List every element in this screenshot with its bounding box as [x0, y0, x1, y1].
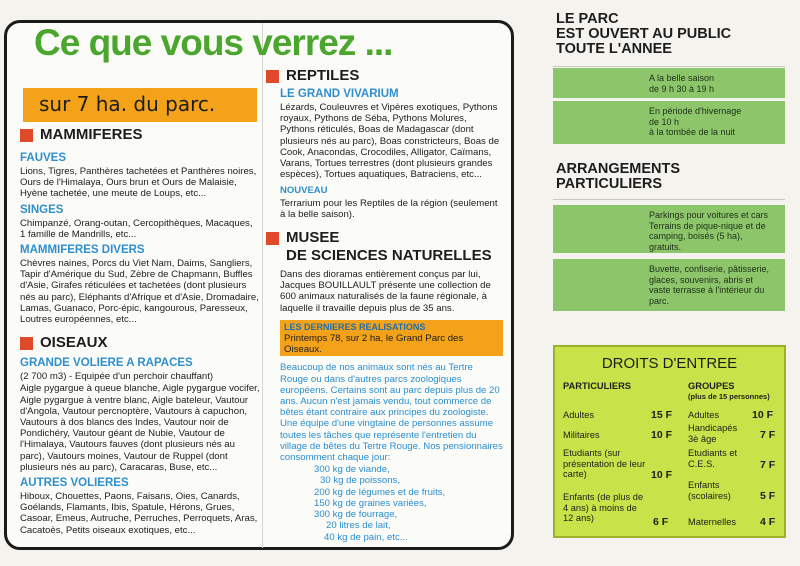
text-autres-volieres: Hiboux, Chouettes, Paons, Faisans, Oies, Canards, Goélands, Flamants, Ibis, Spatule, Hérons, Grues, Casoar, Emeus, Autruche, Perruches, Perroquets, Aras, Cacatoès, Petits oiseaux exotiques, etc... — [20, 491, 258, 536]
parc-title-line: EST OUVERT AU PUBLIC — [556, 26, 732, 42]
divider — [553, 199, 785, 200]
parc-title-line: TOUTE L'ANNEE — [556, 41, 672, 57]
section-musee — [266, 229, 503, 265]
page-title: Ce que vous verrez ... — [34, 22, 393, 63]
tarif-price: 4 F — [760, 516, 776, 528]
tarif-price: 10 F — [651, 469, 673, 481]
dernieres-realisations-text: Printemps 78, sur 2 ha, le Grand Parc des Oiseaux. — [284, 333, 464, 356]
particuliers-row — [563, 410, 633, 421]
groupes-header: GROUPES — [688, 381, 735, 391]
parkings-box: Parkings pour voitures et cars Terrains de pique-nique et de camping, boisés (5 ha), gratuits. — [553, 205, 785, 253]
particuliers-header: PARTICULIERS — [563, 381, 632, 391]
subtitle-singes: SINGES — [20, 203, 64, 216]
horaire-line: à la tombée de la nuit — [649, 127, 736, 137]
groupes-row — [688, 410, 748, 421]
dernieres-realisations-box — [280, 320, 503, 357]
horaire-line: En période d'hivernage — [649, 106, 742, 116]
subtitle-nouveau: NOUVEAU — [280, 185, 328, 197]
musee-title-line1: MUSEE — [286, 229, 340, 247]
groupes-table — [688, 381, 788, 402]
text-mammiferes-divers: Chèvres naines, Porcs du Viet Nam, Daims, Sangliers, Tapir d'Amérique du Sud, Zèbre de Chapmann, Buffles d'Asie, Girafes réticulées et tachetées (dont plusieurs nés au parc), Eléphants d'Afrique et d'Asie, Dromadaire, Lamas, Guanaco, Porc-épic, kangourous, Paresseux, Loutres européennes, etc... — [20, 258, 259, 326]
text-voliere-rapaces: Aigle pygargue à queue blanche, Aigle pygargue vocifer, Aigle pygargue à ventre blanc, Aigle bateleur, Vautour d'Angola, Vautour percnoptère, Vautours à capuchon, Vautours à dos blancs des Indes, Vautour noir de Pondichéry, Vautour géant de Nubie, Vautour de l'Himalaya, Vautours fauves (dont plusieurs nés au parc), Vautours moines, Vautour de Ruppel (dont plusieurs nés au parc), Caracaras, Buse, etc... — [20, 383, 260, 473]
particuliers-row — [563, 448, 649, 480]
groupes-row — [688, 448, 750, 469]
tarif-price: 7 F — [760, 459, 776, 471]
area-banner — [23, 88, 257, 122]
horaires-hivernage-box — [553, 101, 785, 144]
tarif-price: 10 F — [651, 429, 673, 441]
section-title: REPTILES — [286, 67, 360, 84]
arrangements-title-line: PARTICULIERS — [556, 176, 663, 192]
tarif-label: Adultes — [688, 410, 720, 420]
food-item: 150 kg de graines variées, — [314, 497, 427, 509]
subtitle-grand-vivarium: LE GRAND VIVARIUM — [280, 88, 399, 100]
tarif-price: 15 F — [651, 409, 673, 421]
area-banner-text: sur 7 ha. du parc. — [39, 92, 216, 116]
tarif-label: Etudiants (sur présentation de leur carte) — [563, 448, 646, 479]
groupes-row — [688, 517, 750, 528]
left-column — [20, 126, 260, 536]
bullet-square-icon — [20, 337, 33, 350]
text-fauves: Lions, Tigres, Panthères tachetées et Panthères noires, Ours de l'Himalaya, Ours brun et Ours de Malaisie, Hyène tachetée, une meute de Loups, etc... — [20, 166, 257, 200]
droits-entree-title: DROITS D'ENTREE — [601, 355, 738, 372]
section-oiseaux — [20, 334, 260, 352]
divider — [553, 66, 785, 67]
parc-ouvert-title — [556, 12, 731, 57]
section-title: MAMMIFERES — [40, 126, 143, 143]
tarif-label: Maternelles — [688, 517, 737, 527]
subtitle-voliere-rapaces: GRANDE VOLIERE A RAPACES — [20, 357, 193, 370]
tarif-price: 10 F — [752, 409, 774, 421]
dernieres-realisations-title: LES DERNIERES REALISATIONS — [284, 321, 426, 332]
text-pensionnaires: Beaucoup de nos animaux sont nés au Tertre Rouge ou dans d'autres parcs zoologiques européens. Certains sont au parc depuis plus de 20 ans. Aucun n'est jamais vendu, tout commerce de bêtes étant contraire aux principes du zoologiste. Une équipe d'une vingtaine de personnes assume toutes les tâches que représente l'entretien du village de bêtes du Tertre Rouge. Nos pensionnaires consomment chaque jour: — [280, 362, 503, 464]
subtitle-autres-volieres: AUTRES VOLIERES — [20, 477, 129, 490]
particuliers-row — [563, 492, 649, 524]
section-mammiferes — [20, 126, 260, 144]
food-item: 40 kg de pain, etc... — [324, 531, 408, 543]
section-title: OISEAUX — [40, 334, 108, 352]
parc-title-line: LE PARC — [556, 11, 619, 27]
fold-line — [262, 23, 263, 548]
particuliers-table — [563, 381, 673, 392]
horaire-line: de 9 h 30 à 19 h — [649, 83, 715, 94]
section-reptiles — [266, 67, 503, 85]
text-grand-vivarium: Lézards, Couleuvres et Vipères exotiques, Pythons royaux, Pythons de Séba, Pythons Molures, Pythons réticulés, Boas de Madagascar (dont plusieurs nés au parc), Boas constricteurs, Boas de Cook, Anacondas, Crocodiles, Alligator, Caïmans, Varans, Tortues terrestres (dont plusieurs grandes espèces), Tortues aquatiques, Batraciens, etc... — [280, 102, 500, 181]
text-voliere-size: (2 700 m3) - Equipée d'un perchoir chauffant) — [20, 371, 214, 383]
arrangements-title-line: ARRANGEMENTS — [556, 161, 681, 177]
text-singes: Chimpanzé, Orang-outan, Cercopithèques, Macaques, 1 famille de Mandrills, etc... — [20, 217, 253, 240]
horaire-line: de 10 h — [649, 116, 680, 127]
food-item: 300 kg de fourrage, — [314, 509, 398, 521]
arrangements-title — [556, 162, 680, 192]
groupes-row — [688, 423, 750, 444]
tarif-label: Enfants (scolaires) — [688, 480, 731, 501]
text-nouveau: Terrarium pour les Reptiles de la région (seulement à la belle saison). — [280, 197, 498, 220]
bullet-square-icon — [266, 232, 279, 245]
buvette-box: Buvette, confiserie, pâtisserie, glaces, souvenirs, abris et vaste terrasse à l'intérieur du parc. — [553, 259, 785, 311]
subtitle-fauves: FAUVES — [20, 152, 67, 164]
droits-entree-box — [553, 345, 786, 538]
food-item: 20 litres de lait, — [326, 520, 391, 532]
horaire-line: A la belle saison — [649, 73, 715, 83]
food-item: 200 kg de légumes et de fruits, — [314, 486, 446, 498]
text-musee: Dans des dioramas entièrement conçus par lui, Jacques BOUILLAULT présente une collection de 600 animaux naturalisés de la faune régionale, à laquelle il travaille depuis plus de 35 ans. — [280, 269, 491, 314]
groupes-row — [688, 480, 750, 501]
food-item: 300 kg de viande, — [314, 464, 390, 476]
tarif-label: Enfants (de plus de 4 ans) à moins de 12 ans) — [563, 492, 644, 523]
groupes-subheader: (plus de 15 personnes) — [688, 391, 770, 401]
musee-title-line2: DE SCIENCES NATURELLES — [286, 247, 492, 265]
bullet-square-icon — [20, 129, 33, 142]
tarif-label: Militaires — [563, 430, 600, 440]
tarif-label: Etudiants et C.E.S. — [688, 448, 738, 469]
horaires-belle-saison-box — [553, 68, 785, 98]
subtitle-mammiferes-divers: MAMMIFERES DIVERS — [20, 244, 145, 257]
bullet-square-icon — [266, 70, 279, 83]
section-title — [286, 229, 492, 265]
food-list — [266, 464, 503, 542]
middle-column — [266, 67, 503, 543]
tarif-label: Handicapés 3è âge — [688, 423, 738, 444]
food-item: 30 kg de poissons, — [320, 475, 401, 487]
tarif-price: 5 F — [760, 490, 776, 502]
particuliers-row — [563, 430, 633, 441]
tarif-label: Adultes — [563, 410, 595, 420]
tarif-price: 6 F — [653, 516, 669, 528]
tarif-price: 7 F — [760, 429, 776, 441]
